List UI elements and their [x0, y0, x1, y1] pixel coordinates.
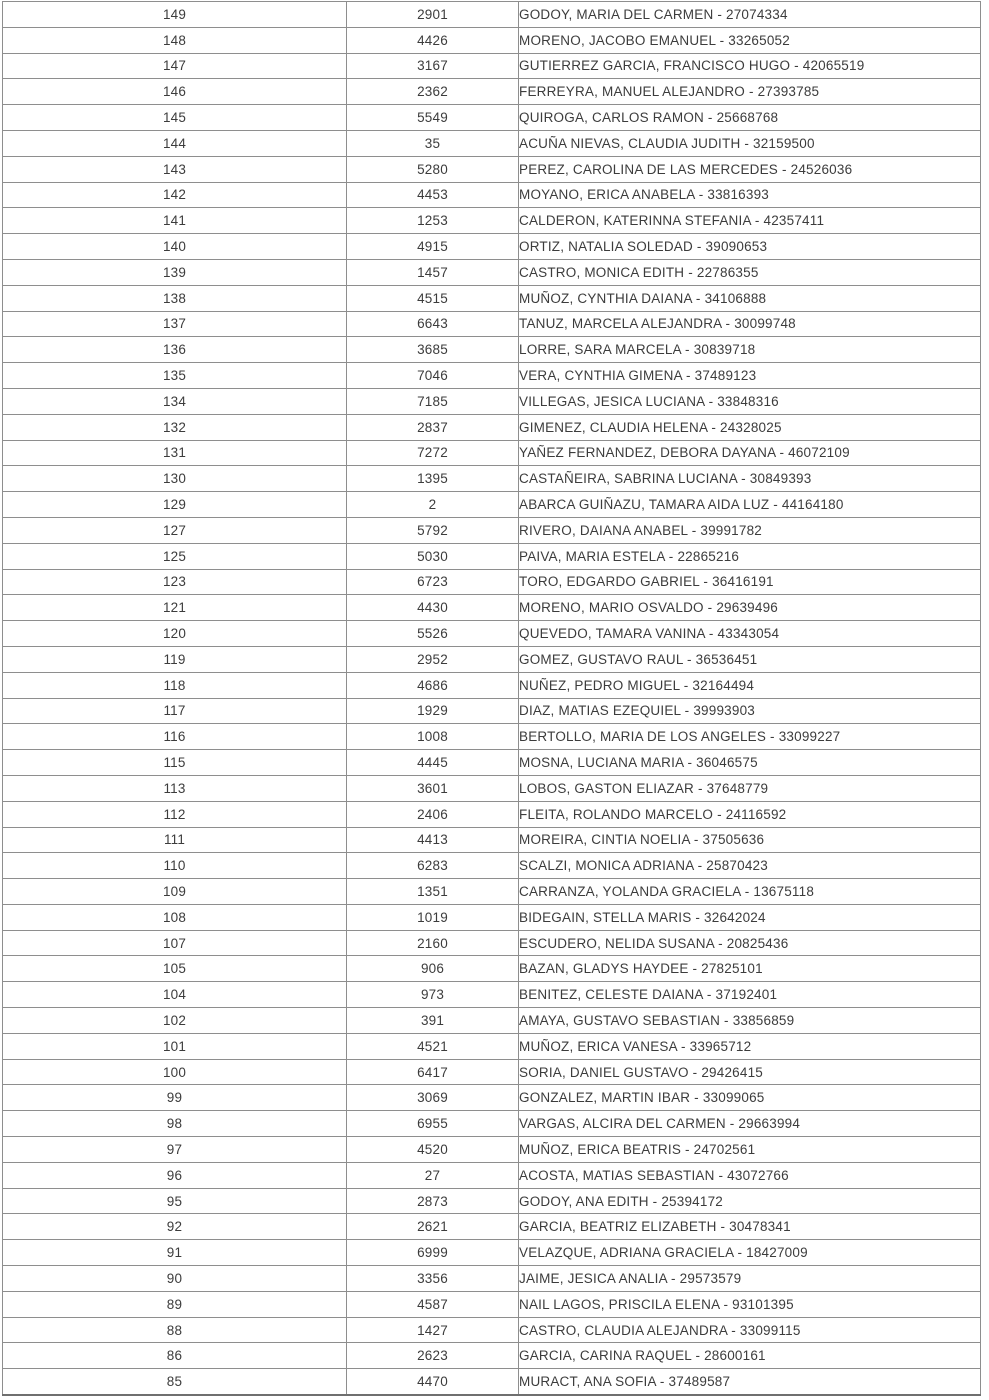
- voter-roster-body: [3, 2, 981, 1396]
- row-number-cell: 391: [347, 1008, 519, 1034]
- row-fullname-cell: LOBOS, GASTON ELIAZAR - 37648779: [519, 775, 981, 801]
- row-number-cell: 5280: [347, 156, 519, 182]
- row-position-cell: 105: [3, 956, 347, 982]
- table-row: [3, 1008, 981, 1034]
- row-fullname-cell: CASTRO, MONICA EDITH - 22786355: [519, 259, 981, 285]
- row-position-cell: 123: [3, 569, 347, 595]
- table-row: [3, 1266, 981, 1292]
- row-fullname-cell: ABARCA GUIÑAZU, TAMARA AIDA LUZ - 44164180: [519, 492, 981, 518]
- table-row: [3, 1369, 981, 1395]
- row-position-cell: 95: [3, 1188, 347, 1214]
- row-position-cell: 120: [3, 621, 347, 647]
- row-number-cell: 2406: [347, 801, 519, 827]
- row-number-cell: 973: [347, 982, 519, 1008]
- row-fullname-cell: GIMENEZ, CLAUDIA HELENA - 24328025: [519, 414, 981, 440]
- row-number-cell: 1929: [347, 698, 519, 724]
- row-number-cell: 3601: [347, 775, 519, 801]
- row-position-cell: 130: [3, 466, 347, 492]
- row-position-cell: 140: [3, 234, 347, 260]
- row-position-cell: 149: [3, 2, 347, 28]
- table-row: [3, 904, 981, 930]
- table-row: [3, 440, 981, 466]
- row-fullname-cell: YAÑEZ FERNANDEZ, DEBORA DAYANA - 46072109: [519, 440, 981, 466]
- row-number-cell: 1427: [347, 1317, 519, 1343]
- row-fullname-cell: CARRANZA, YOLANDA GRACIELA - 13675118: [519, 879, 981, 905]
- table-row: [3, 466, 981, 492]
- table-row: [3, 1240, 981, 1266]
- row-fullname-cell: GUTIERREZ GARCIA, FRANCISCO HUGO - 42065519: [519, 53, 981, 79]
- row-position-cell: 144: [3, 130, 347, 156]
- table-row: [3, 259, 981, 285]
- row-fullname-cell: SCALZI, MONICA ADRIANA - 25870423: [519, 853, 981, 879]
- table-row: [3, 182, 981, 208]
- row-number-cell: 4515: [347, 285, 519, 311]
- row-fullname-cell: PAIVA, MARIA ESTELA - 22865216: [519, 543, 981, 569]
- row-fullname-cell: MOREIRA, CINTIA NOELIA - 37505636: [519, 827, 981, 853]
- row-number-cell: 1019: [347, 904, 519, 930]
- row-number-cell: 2: [347, 492, 519, 518]
- table-row: [3, 517, 981, 543]
- row-fullname-cell: MOSNA, LUCIANA MARIA - 36046575: [519, 750, 981, 776]
- row-number-cell: 4430: [347, 595, 519, 621]
- table-row: [3, 569, 981, 595]
- table-row: [3, 1343, 981, 1369]
- row-fullname-cell: MORENO, MARIO OSVALDO - 29639496: [519, 595, 981, 621]
- row-fullname-cell: GOMEZ, GUSTAVO RAUL - 36536451: [519, 646, 981, 672]
- table-row: [3, 775, 981, 801]
- table-row: [3, 53, 981, 79]
- row-fullname-cell: SORIA, DANIEL GUSTAVO - 29426415: [519, 1059, 981, 1085]
- row-number-cell: 5526: [347, 621, 519, 647]
- row-fullname-cell: NUÑEZ, PEDRO MIGUEL - 32164494: [519, 672, 981, 698]
- row-fullname-cell: VELAZQUE, ADRIANA GRACIELA - 18427009: [519, 1240, 981, 1266]
- row-position-cell: 88: [3, 1317, 347, 1343]
- row-number-cell: 5549: [347, 105, 519, 131]
- table-row: [3, 2, 981, 28]
- table-row: [3, 363, 981, 389]
- row-fullname-cell: FLEITA, ROLANDO MARCELO - 24116592: [519, 801, 981, 827]
- row-fullname-cell: TANUZ, MARCELA ALEJANDRA - 30099748: [519, 311, 981, 337]
- row-number-cell: 6723: [347, 569, 519, 595]
- row-number-cell: 4470: [347, 1369, 519, 1395]
- row-position-cell: 112: [3, 801, 347, 827]
- row-number-cell: 6955: [347, 1111, 519, 1137]
- table-row: [3, 1214, 981, 1240]
- row-position-cell: 121: [3, 595, 347, 621]
- table-row: [3, 388, 981, 414]
- table-row: [3, 79, 981, 105]
- row-position-cell: 137: [3, 311, 347, 337]
- row-number-cell: 2623: [347, 1343, 519, 1369]
- row-number-cell: 27: [347, 1162, 519, 1188]
- row-position-cell: 129: [3, 492, 347, 518]
- row-position-cell: 132: [3, 414, 347, 440]
- row-position-cell: 102: [3, 1008, 347, 1034]
- table-row: [3, 208, 981, 234]
- table-row: [3, 982, 981, 1008]
- row-position-cell: 148: [3, 27, 347, 53]
- row-fullname-cell: VARGAS, ALCIRA DEL CARMEN - 29663994: [519, 1111, 981, 1137]
- row-fullname-cell: MUÑOZ, CYNTHIA DAIANA - 34106888: [519, 285, 981, 311]
- row-fullname-cell: VILLEGAS, JESICA LUCIANA - 33848316: [519, 388, 981, 414]
- row-number-cell: 4521: [347, 1033, 519, 1059]
- table-row: [3, 337, 981, 363]
- row-position-cell: 107: [3, 930, 347, 956]
- row-position-cell: 97: [3, 1137, 347, 1163]
- row-position-cell: 125: [3, 543, 347, 569]
- row-position-cell: 141: [3, 208, 347, 234]
- row-fullname-cell: ACUÑA NIEVAS, CLAUDIA JUDITH - 32159500: [519, 130, 981, 156]
- table-row: [3, 1188, 981, 1214]
- row-number-cell: 2621: [347, 1214, 519, 1240]
- row-fullname-cell: MURACT, ANA SOFIA - 37489587: [519, 1369, 981, 1395]
- row-number-cell: 2901: [347, 2, 519, 28]
- row-fullname-cell: DIAZ, MATIAS EZEQUIEL - 39993903: [519, 698, 981, 724]
- row-fullname-cell: PEREZ, CAROLINA DE LAS MERCEDES - 24526036: [519, 156, 981, 182]
- row-position-cell: 91: [3, 1240, 347, 1266]
- row-position-cell: 92: [3, 1214, 347, 1240]
- row-position-cell: 100: [3, 1059, 347, 1085]
- row-fullname-cell: QUIROGA, CARLOS RAMON - 25668768: [519, 105, 981, 131]
- table-row: [3, 1317, 981, 1343]
- row-number-cell: 2873: [347, 1188, 519, 1214]
- row-fullname-cell: BENITEZ, CELESTE DAIANA - 37192401: [519, 982, 981, 1008]
- table-row: [3, 105, 981, 131]
- row-number-cell: 7185: [347, 388, 519, 414]
- table-row: [3, 595, 981, 621]
- row-number-cell: 5030: [347, 543, 519, 569]
- table-row: [3, 414, 981, 440]
- row-position-cell: 111: [3, 827, 347, 853]
- table-row: [3, 1291, 981, 1317]
- row-position-cell: 104: [3, 982, 347, 1008]
- row-position-cell: 96: [3, 1162, 347, 1188]
- row-number-cell: 2362: [347, 79, 519, 105]
- row-number-cell: 906: [347, 956, 519, 982]
- voter-roster-table: [2, 1, 981, 1396]
- table-row: [3, 156, 981, 182]
- row-fullname-cell: GODOY, MARIA DEL CARMEN - 27074334: [519, 2, 981, 28]
- row-position-cell: 138: [3, 285, 347, 311]
- row-position-cell: 85: [3, 1369, 347, 1395]
- row-number-cell: 4413: [347, 827, 519, 853]
- table-row: [3, 311, 981, 337]
- row-fullname-cell: VERA, CYNTHIA GIMENA - 37489123: [519, 363, 981, 389]
- table-row: [3, 750, 981, 776]
- row-number-cell: 5792: [347, 517, 519, 543]
- row-number-cell: 6643: [347, 311, 519, 337]
- row-position-cell: 135: [3, 363, 347, 389]
- row-number-cell: 35: [347, 130, 519, 156]
- row-position-cell: 142: [3, 182, 347, 208]
- row-fullname-cell: CASTRO, CLAUDIA ALEJANDRA - 33099115: [519, 1317, 981, 1343]
- row-fullname-cell: QUEVEDO, TAMARA VANINA - 43343054: [519, 621, 981, 647]
- row-position-cell: 110: [3, 853, 347, 879]
- table-row: [3, 1033, 981, 1059]
- row-position-cell: 113: [3, 775, 347, 801]
- row-position-cell: 90: [3, 1266, 347, 1292]
- table-row: [3, 27, 981, 53]
- table-row: [3, 1137, 981, 1163]
- row-number-cell: 1253: [347, 208, 519, 234]
- table-row: [3, 646, 981, 672]
- row-fullname-cell: ESCUDERO, NELIDA SUSANA - 20825436: [519, 930, 981, 956]
- row-position-cell: 136: [3, 337, 347, 363]
- table-row: [3, 1162, 981, 1188]
- row-fullname-cell: MOYANO, ERICA ANABELA - 33816393: [519, 182, 981, 208]
- row-position-cell: 127: [3, 517, 347, 543]
- row-number-cell: 7046: [347, 363, 519, 389]
- table-row: [3, 724, 981, 750]
- row-position-cell: 147: [3, 53, 347, 79]
- row-position-cell: 146: [3, 79, 347, 105]
- row-position-cell: 109: [3, 879, 347, 905]
- row-number-cell: 1395: [347, 466, 519, 492]
- row-fullname-cell: TORO, EDGARDO GABRIEL - 36416191: [519, 569, 981, 595]
- row-fullname-cell: ORTIZ, NATALIA SOLEDAD - 39090653: [519, 234, 981, 260]
- row-number-cell: 4587: [347, 1291, 519, 1317]
- row-position-cell: 99: [3, 1085, 347, 1111]
- row-number-cell: 4686: [347, 672, 519, 698]
- row-number-cell: 6417: [347, 1059, 519, 1085]
- row-position-cell: 145: [3, 105, 347, 131]
- table-row: [3, 285, 981, 311]
- row-fullname-cell: BIDEGAIN, STELLA MARIS - 32642024: [519, 904, 981, 930]
- row-number-cell: 2952: [347, 646, 519, 672]
- row-position-cell: 108: [3, 904, 347, 930]
- table-row: [3, 621, 981, 647]
- row-fullname-cell: AMAYA, GUSTAVO SEBASTIAN - 33856859: [519, 1008, 981, 1034]
- table-row: [3, 543, 981, 569]
- row-fullname-cell: FERREYRA, MANUEL ALEJANDRO - 27393785: [519, 79, 981, 105]
- row-position-cell: 98: [3, 1111, 347, 1137]
- table-row: [3, 492, 981, 518]
- row-position-cell: 89: [3, 1291, 347, 1317]
- row-number-cell: 1351: [347, 879, 519, 905]
- row-position-cell: 116: [3, 724, 347, 750]
- row-number-cell: 1008: [347, 724, 519, 750]
- row-fullname-cell: NAIL LAGOS, PRISCILA ELENA - 93101395: [519, 1291, 981, 1317]
- row-position-cell: 117: [3, 698, 347, 724]
- table-row: [3, 1085, 981, 1111]
- table-row: [3, 234, 981, 260]
- row-number-cell: 2160: [347, 930, 519, 956]
- table-row: [3, 930, 981, 956]
- row-fullname-cell: GONZALEZ, MARTIN IBAR - 33099065: [519, 1085, 981, 1111]
- row-number-cell: 3167: [347, 53, 519, 79]
- row-position-cell: 139: [3, 259, 347, 285]
- table-row: [3, 130, 981, 156]
- row-fullname-cell: MORENO, JACOBO EMANUEL - 33265052: [519, 27, 981, 53]
- row-number-cell: 3356: [347, 1266, 519, 1292]
- row-fullname-cell: ACOSTA, MATIAS SEBASTIAN - 43072766: [519, 1162, 981, 1188]
- row-position-cell: 86: [3, 1343, 347, 1369]
- table-row: [3, 827, 981, 853]
- row-number-cell: 4445: [347, 750, 519, 776]
- row-number-cell: 4426: [347, 27, 519, 53]
- table-row: [3, 956, 981, 982]
- row-position-cell: 131: [3, 440, 347, 466]
- row-fullname-cell: GODOY, ANA EDITH - 25394172: [519, 1188, 981, 1214]
- row-number-cell: 2837: [347, 414, 519, 440]
- row-number-cell: 4453: [347, 182, 519, 208]
- row-fullname-cell: MUÑOZ, ERICA VANESA - 33965712: [519, 1033, 981, 1059]
- table-row: [3, 698, 981, 724]
- row-position-cell: 143: [3, 156, 347, 182]
- row-position-cell: 119: [3, 646, 347, 672]
- row-fullname-cell: GARCIA, BEATRIZ ELIZABETH - 30478341: [519, 1214, 981, 1240]
- table-row: [3, 879, 981, 905]
- table-row: [3, 1059, 981, 1085]
- row-fullname-cell: BAZAN, GLADYS HAYDEE - 27825101: [519, 956, 981, 982]
- row-number-cell: 6999: [347, 1240, 519, 1266]
- row-fullname-cell: CASTAÑEIRA, SABRINA LUCIANA - 30849393: [519, 466, 981, 492]
- row-fullname-cell: GARCIA, CARINA RAQUEL - 28600161: [519, 1343, 981, 1369]
- table-row: [3, 672, 981, 698]
- table-row: [3, 853, 981, 879]
- row-position-cell: 118: [3, 672, 347, 698]
- row-fullname-cell: CALDERON, KATERINNA STEFANIA - 42357411: [519, 208, 981, 234]
- row-number-cell: 1457: [347, 259, 519, 285]
- row-fullname-cell: LORRE, SARA MARCELA - 30839718: [519, 337, 981, 363]
- row-fullname-cell: BERTOLLO, MARIA DE LOS ANGELES - 33099227: [519, 724, 981, 750]
- row-number-cell: 4520: [347, 1137, 519, 1163]
- row-number-cell: 3685: [347, 337, 519, 363]
- row-position-cell: 101: [3, 1033, 347, 1059]
- row-fullname-cell: JAIME, JESICA ANALIA - 29573579: [519, 1266, 981, 1292]
- row-number-cell: 3069: [347, 1085, 519, 1111]
- row-number-cell: 7272: [347, 440, 519, 466]
- row-fullname-cell: MUÑOZ, ERICA BEATRIS - 24702561: [519, 1137, 981, 1163]
- row-position-cell: 115: [3, 750, 347, 776]
- row-number-cell: 4915: [347, 234, 519, 260]
- row-number-cell: 6283: [347, 853, 519, 879]
- table-row: [3, 801, 981, 827]
- row-fullname-cell: RIVERO, DAIANA ANABEL - 39991782: [519, 517, 981, 543]
- row-position-cell: 134: [3, 388, 347, 414]
- table-row: [3, 1111, 981, 1137]
